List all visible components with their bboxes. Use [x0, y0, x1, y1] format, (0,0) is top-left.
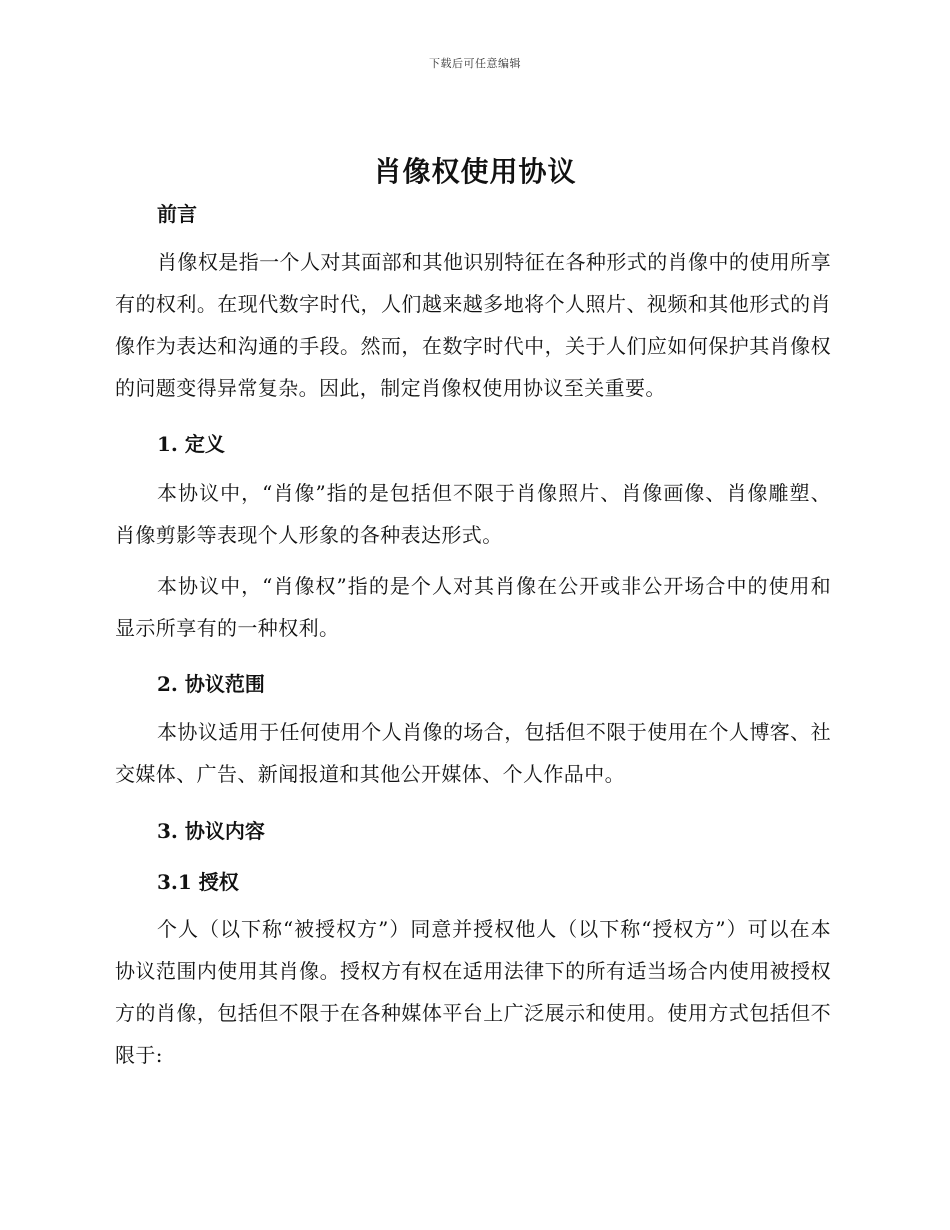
authorization-heading: 3.1 授权 [157, 870, 239, 894]
preface-paragraph: 肖像权是指一个人对其面部和其他识别特征在各种形式的肖像中的使用所享有的权利。在现代数字时代，人们越来越多地将个人照片、视频和其他形式的肖像作为表达和沟通的手段。然而，在数字时代中，关于人们应如何保护其肖像权的问题变得异常复杂。因此，制定肖像权使用协议至关重要。 [115, 250, 831, 400]
definition-paragraph-portrait-right: 本协议中，“肖像权”指的是个人对其肖像在公开或非公开场合中的使用和显示所享有的一种权利。 [115, 574, 831, 640]
scope-paragraph: 本协议适用于任何使用个人肖像的场合，包括但不限于使用在个人博客、社交媒体、广告、新闻报道和其他公开媒体、个人作品中。 [115, 720, 831, 786]
definition-heading: 1. 定义 [157, 432, 225, 456]
authorization-paragraph: 个人（以下称“被授权方”）同意并授权他人（以下称“授权方”）可以在本协议范围内使用其肖像。授权方有权在适用法律下的所有适当场合内使用被授权方的肖像，包括但不限于在各种媒体平台上广泛展示和使用。使用方式包括但不限于: [115, 917, 831, 1067]
scope-heading: 2. 协议范围 [157, 672, 265, 696]
document-title: 肖像权使用协议 [373, 155, 577, 188]
preface-heading: 前言 [157, 202, 197, 226]
content-heading: 3. 协议内容 [157, 819, 265, 843]
definition-paragraph-portrait: 本协议中，“肖像”指的是包括但不限于肖像照片、肖像画像、肖像雕塑、肖像剪影等表现个人形象的各种表达形式。 [115, 481, 831, 547]
header-note: 下载后可任意编辑 [429, 57, 521, 70]
